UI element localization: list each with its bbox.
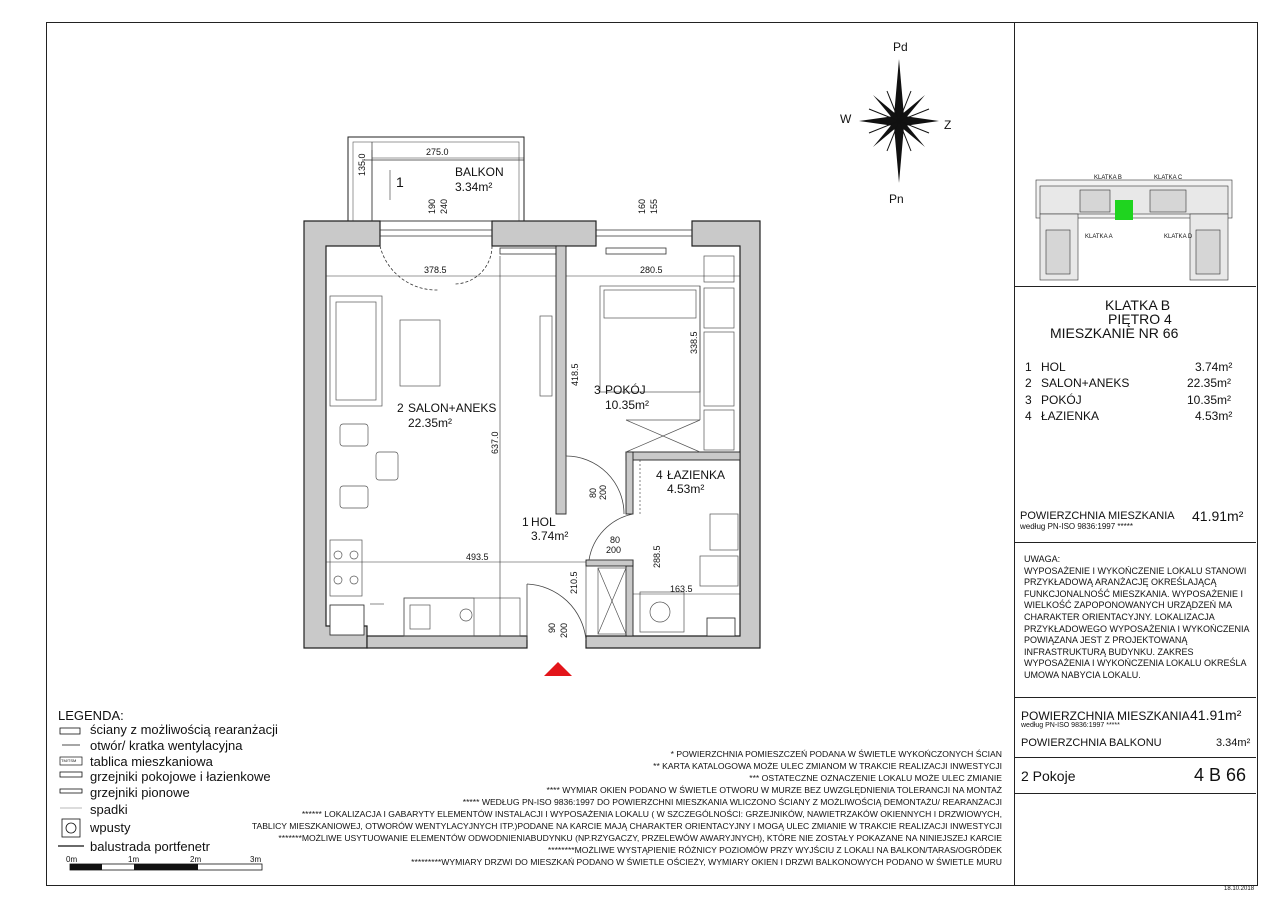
footnote: *********WYMIARY DRZWI DO MIESZKAŃ PODANO W ŚWIETLE OŚCIEŻY, WYMIARY OKIEN I DRZWI BALKONOWYCH PODANO W ŚWIETLE MURU — [411, 857, 1002, 867]
room-area-lazienka: 4.53m² — [667, 482, 705, 496]
keyplan-label-d: KLATKA D — [1164, 234, 1193, 240]
room-area-salon: 22.35m² — [408, 416, 453, 430]
dim-door-bath: 80 — [610, 535, 621, 545]
dim-pokoj-window-h: 155 — [649, 198, 659, 214]
uwaga-note — [1024, 554, 1252, 682]
furniture-salon — [330, 296, 520, 636]
area-label: POWIERZCHNIA MIESZKANIA — [1020, 510, 1175, 522]
footnote: **** WYMIAR OKIEN PODANO W ŚWIETLE OTWORU W MURZE BEZ UWZGLĘDNIENIA TOLERANCJI NA MONTAŻ — [546, 785, 1002, 795]
balcony-area: 3.34m² — [455, 180, 493, 194]
scale-label: 3m — [250, 855, 262, 864]
legend-title: LEGENDA: — [58, 708, 124, 723]
balcony-area-label: POWIERZCHNIA BALKONU — [1021, 737, 1162, 749]
dim-entry-door-h: 200 — [559, 622, 569, 638]
dim-hol-depth: 210.5 — [569, 571, 579, 594]
legend-item: grzejniki pionowe — [90, 785, 190, 800]
area-value: 41.91m² — [1192, 508, 1244, 524]
compass-west-label: W — [840, 112, 852, 126]
keyplan-label-b: KLATKA B — [1094, 175, 1122, 181]
room-number-hol: 1 — [522, 515, 529, 529]
footnote: ********MOŻLIWE WYSTĄPIENIE RÓŻNICY POZIOMÓW PRZY WYJŚCIU Z LOKALI NA BALKON/TARAS/OGRÓDEK — [547, 845, 1002, 855]
dim-pokoj-width: 280.5 — [640, 265, 663, 275]
dim-salon-window: 190 — [427, 198, 437, 214]
dim-total-width: 493.5 — [466, 552, 489, 562]
footnote: *******MOŻLIWE USYTUOWANIE ELEMENTÓW ODWODNIENIABUDYNKU (NP.RZYGACZY, PRZELEWÓW AWARYJNYCH), KTÓRE NIE ZOSTAŁY POKAZANE NA NINIEJSZEJ KARCIE — [278, 833, 1002, 843]
compass-south-label: Pn — [889, 192, 904, 206]
room-name-hol: HOL — [531, 515, 556, 529]
room-number-lazienka: 4 — [656, 468, 663, 482]
key-plan-highlight — [1115, 200, 1133, 220]
legend-item: wpusty — [90, 820, 131, 835]
footnote: * POWIERZCHNIA POMIESZCZEŃ PODANA W ŚWIETLE WYKOŃCZONYCH ŚCIAN — [670, 749, 1002, 759]
info-room-area: 3.74m² — [1195, 360, 1233, 374]
furniture-bathroom — [598, 514, 738, 634]
info-room-name: SALON+ANEKS — [1041, 376, 1130, 390]
room-name-lazienka: ŁAZIENKA — [667, 468, 726, 482]
area-standard: według PN-ISO 9836:1997 ***** — [1020, 522, 1133, 531]
footnote: ***** WEDŁUG PN-ISO 9836:1997 DO POWIERZCHNI MIESZKANIA WLICZONO ŚCIANY Z MOŻLIWOŚCIĄ DEMONTAŻU/ REARANŻACJI — [462, 797, 1002, 807]
dim-balcony-depth: 135.0 — [357, 153, 367, 176]
compass-north-label: Pd — [893, 40, 908, 54]
keyplan-label-c: KLATKA C — [1154, 175, 1183, 181]
summary-area-value: 41.91m² — [1190, 707, 1242, 723]
legend-item: grzejniki pokojowe i łazienkowe — [90, 769, 271, 784]
uwaga-title: UWAGA: — [1024, 554, 1061, 564]
room-name-salon: SALON+ANEKS — [408, 401, 497, 415]
summary-area-label: POWIERZCHNIA MIESZKANIA — [1021, 709, 1190, 723]
info-room-area: 10.35m² — [1187, 393, 1232, 407]
dim-salon-depth: 637.0 — [490, 431, 500, 454]
balcony-number: 1 — [396, 174, 404, 190]
uwaga-text: WYPOSAŻENIE I WYKOŃCZENIE LOKALU STANOWI PRZYKŁADOWĄ ARANŻACJĘ OKREŚLAJĄCĄ FUNKCJONALNOŚĆ MIESZKANIA. WYPOSAŻENIE I WIELKOŚĆ ZAPOPONOWANYCH URZĄDZEŃ MA CHARAKTER ORIENTACYJNY. LOKALIZACJA PRZYKŁADOWEGO WYPOSAŻENIA I WYKOŃCZENIA POWIĄZANA JEST Z PROJEKTOWANĄ INFRASTRUKTURĄ BUDYNKU. ZAKRES WYPOSAŻENIA I WYKOŃCZENIA LOKALU OKREŚLA UMOWA NABYCIA LOKALU. — [1024, 565, 1250, 680]
legend-item: spadki — [90, 802, 128, 817]
dim-entry-door: 90 — [547, 622, 557, 633]
sheet-date: 18.10.2018 — [1224, 886, 1255, 892]
scale-bar — [70, 864, 262, 870]
interior-walls — [556, 246, 740, 636]
dim-door-bath-h: 200 — [606, 545, 622, 555]
info-room-name: HOL — [1041, 360, 1066, 374]
compass-rose-icon — [859, 59, 939, 183]
footnote: *** OSTATECZNE OZNACZENIE LOKALU MOŻE ULEC ZMIANIE — [749, 773, 1002, 783]
scale-label: 1m — [128, 855, 140, 864]
legend-item: ściany z możliwością rearanżacji — [90, 722, 278, 737]
room-number-salon: 2 — [397, 401, 404, 415]
room-name-pokoj: POKÓJ — [605, 383, 646, 397]
info-room-area: 4.53m² — [1195, 409, 1233, 423]
rooms-count: 2 Pokoje — [1021, 768, 1076, 784]
footnote: ****** LOKALIZACJA I GABARYTY ELEMENTÓW INSTALACJI I WYPOSAŻENIA LOKALU ( W SZCZEGÓLNOŚCI: GRZEJNIKÓW, NAWIETRZAKÓW OKIENNYCH I DRZWIOWYCH, — [301, 809, 1002, 819]
legend-item: otwór/ kratka wentylacyjna — [90, 738, 243, 753]
info-mieszkanie: MIESZKANIE NR 66 — [1050, 325, 1179, 341]
room-area-pokoj: 10.35m² — [605, 398, 650, 412]
dim-bath-depth: 288.5 — [652, 545, 662, 568]
balcony-area-value: 3.34m² — [1216, 737, 1251, 749]
info-room-number: 3 — [1025, 393, 1032, 407]
info-room-area: 22.35m² — [1187, 376, 1232, 390]
balcony-name: BALKON — [455, 165, 504, 179]
furniture-pokoj — [540, 256, 734, 452]
info-room-name: POKÓJ — [1041, 393, 1082, 407]
summary-standard: według PN-ISO 9836:1997 ***** — [1021, 722, 1120, 729]
scale-label: 0m — [66, 855, 78, 864]
dim-pokoj-window: 160 — [637, 198, 647, 214]
scale-label: 2m — [190, 855, 202, 864]
dim-salon-width: 378.5 — [424, 265, 447, 275]
legend-item: tablica mieszkaniowa — [90, 754, 213, 769]
footnote: TABLICY MIESZKANIOWEJ, OTWORÓW WENTYLACYJNYCH ITP.)PODANE NA KARCIE MAJĄ CHARAKTER ORIENTACYJNY I MOGĄ ULEC ZMIANIE W TRAKCIE REALIZACJI INWESTYCJI — [251, 821, 1002, 831]
legend-item: balustrada portfenetr — [90, 839, 210, 854]
info-room-name: ŁAZIENKA — [1041, 409, 1100, 423]
key-plan-map — [1036, 180, 1232, 280]
entry-marker-icon — [544, 662, 572, 676]
info-room-number: 2 — [1025, 376, 1032, 390]
room-area-hol: 3.74m² — [531, 529, 569, 543]
info-klatka: KLATKA B — [1105, 297, 1171, 313]
dim-balcony-width: 275.0 — [426, 147, 449, 157]
dim-bath-width: 163.5 — [670, 584, 693, 594]
info-room-number: 4 — [1025, 409, 1032, 423]
info-room-number: 1 — [1025, 360, 1032, 374]
room-number-pokoj: 3 — [594, 383, 601, 397]
dim-door-pokoj: 80 — [588, 487, 598, 498]
dim-pokoj-depth: 338.5 — [689, 331, 699, 354]
legend-tablica-icon-text: TM/TSM — [61, 758, 77, 763]
apartment-code: 4 B 66 — [1194, 765, 1247, 785]
info-pietro: PIĘTRO 4 — [1108, 311, 1172, 327]
footnote: ** KARTA KATALOGOWA MOŻE ULEC ZMIANOM W TRAKCIE REALIZACJI INWESTYCJI — [653, 761, 1002, 771]
dim-hol-wall: 418.5 — [570, 363, 580, 386]
compass-east-label: Z — [944, 118, 952, 132]
dim-door-pokoj-h: 200 — [598, 484, 608, 500]
keyplan-label-a: KLATKA A — [1085, 234, 1113, 240]
dim-salon-window-h: 240 — [439, 198, 449, 214]
